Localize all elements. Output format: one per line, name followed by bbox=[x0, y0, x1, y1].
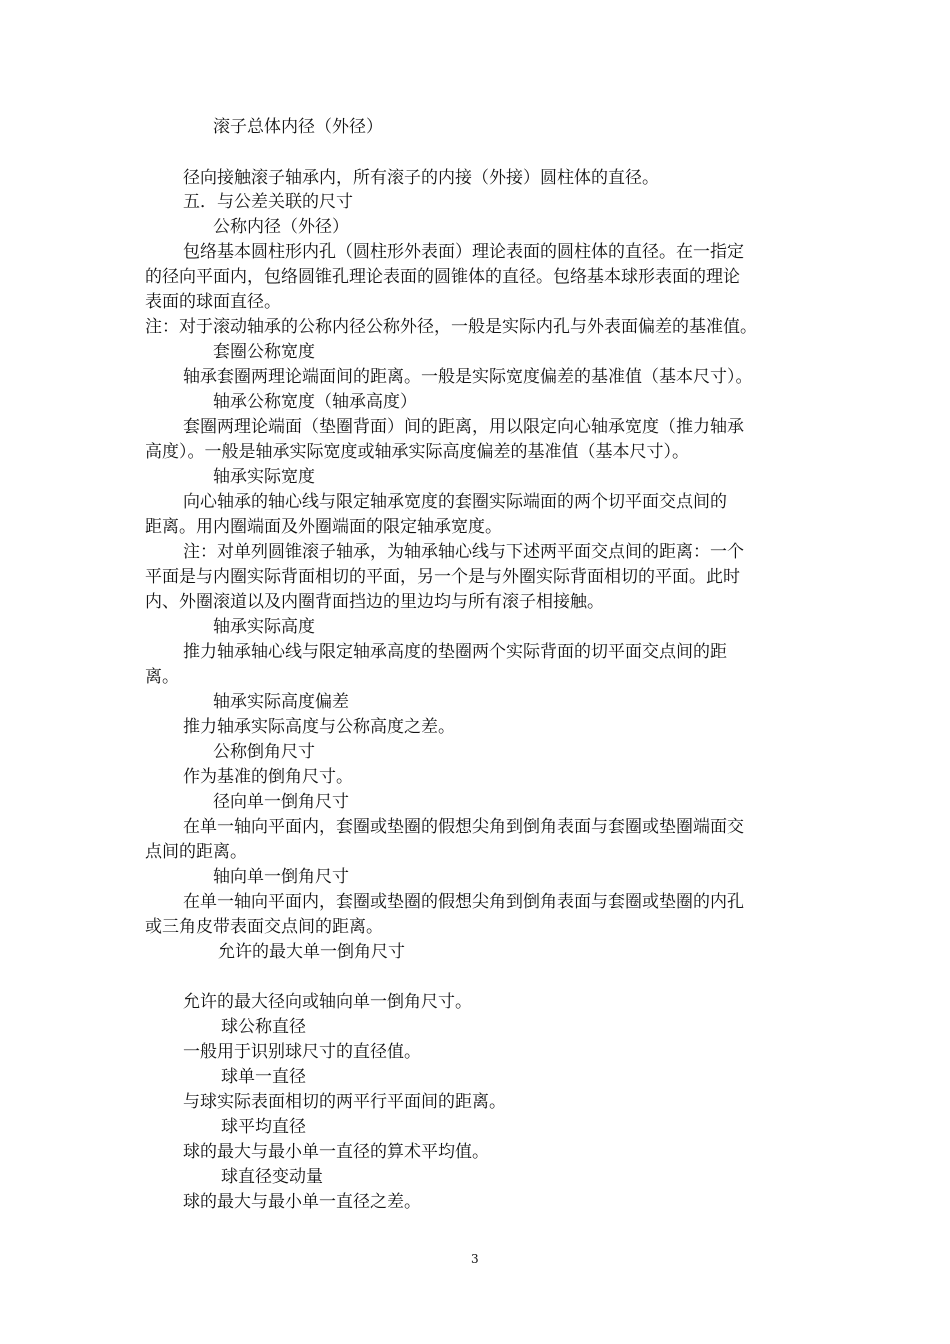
paragraph-line: 高度）。一般是轴承实际宽度或轴承实际高度偏差的基准值（基本尺寸）。 bbox=[145, 442, 689, 462]
paragraph-line: 球的最大与最小单一直径之差。 bbox=[183, 1192, 421, 1212]
term-heading: 轴承公称宽度（轴承高度） bbox=[213, 392, 417, 412]
paragraph-line: 离。 bbox=[145, 667, 179, 687]
term-heading: 公称内径（外径） bbox=[213, 217, 349, 237]
section-heading: 五．与公差关联的尺寸 bbox=[183, 192, 353, 212]
paragraph-line: 推力轴承轴心线与限定轴承高度的垫圈两个实际背面的切平面交点间的距 bbox=[183, 642, 727, 662]
paragraph-line: 径向接触滚子轴承内，所有滚子的内接（外接）圆柱体的直径。 bbox=[183, 168, 659, 188]
page-number: 3 bbox=[471, 1252, 479, 1266]
term-heading: 套圈公称宽度 bbox=[213, 342, 315, 362]
term-heading: 轴承实际高度 bbox=[213, 617, 315, 637]
term-heading: 公称倒角尺寸 bbox=[213, 742, 315, 762]
paragraph-line: 允许的最大径向或轴向单一倒角尺寸。 bbox=[183, 992, 472, 1012]
paragraph-line: 推力轴承实际高度与公称高度之差。 bbox=[183, 717, 455, 737]
heading-roller-bore-diameter: 滚子总体内径（外径） bbox=[213, 117, 383, 137]
paragraph-line: 或三角皮带表面交点间的距离。 bbox=[145, 917, 383, 937]
paragraph-line: 作为基准的倒角尺寸。 bbox=[183, 767, 353, 787]
note-line: 注：对于滚动轴承的公称内径公称外径，一般是实际内孔与外表面偏差的基准值。 bbox=[145, 317, 757, 337]
paragraph-line: 一般用于识别球尺寸的直径值。 bbox=[183, 1042, 421, 1062]
term-heading: 球直径变动量 bbox=[221, 1167, 323, 1187]
term-heading: 球平均直径 bbox=[221, 1117, 306, 1137]
note-line: 内、外圈滚道以及内圈背面挡边的里边均与所有滚子相接触。 bbox=[145, 592, 604, 612]
paragraph-line: 与球实际表面相切的两平行平面间的距离。 bbox=[183, 1092, 506, 1112]
term-heading: 球公称直径 bbox=[221, 1017, 306, 1037]
note-line: 注：对单列圆锥滚子轴承，为轴承轴心线与下述两平面交点间的距离：一个 bbox=[183, 542, 744, 562]
paragraph-line: 轴承套圈两理论端面间的距离。一般是实际宽度偏差的基准值（基本尺寸）。 bbox=[183, 367, 753, 387]
paragraph-line: 点间的距离。 bbox=[145, 842, 247, 862]
paragraph-line: 套圈两理论端面（垫圈背面）间的距离，用以限定向心轴承宽度（推力轴承 bbox=[183, 417, 744, 437]
term-heading: 轴承实际宽度 bbox=[213, 467, 315, 487]
paragraph-line: 包络基本圆柱形内孔（圆柱形外表面）理论表面的圆柱体的直径。在一指定 bbox=[183, 242, 744, 262]
paragraph-line: 距离。用内圈端面及外圈端面的限定轴承宽度。 bbox=[145, 517, 502, 537]
note-line: 平面是与内圈实际背面相切的平面，另一个是与外圈实际背面相切的平面。此时 bbox=[145, 567, 740, 587]
paragraph-line: 在单一轴向平面内，套圈或垫圈的假想尖角到倒角表面与套圈或垫圈端面交 bbox=[183, 817, 744, 837]
term-heading: 径向单一倒角尺寸 bbox=[213, 792, 349, 812]
paragraph-line: 的径向平面内，包络圆锥孔理论表面的圆锥体的直径。包络基本球形表面的理论 bbox=[145, 267, 740, 287]
term-heading: 轴向单一倒角尺寸 bbox=[213, 867, 349, 887]
paragraph-line: 向心轴承的轴心线与限定轴承宽度的套圈实际端面的两个切平面交点间的 bbox=[183, 492, 727, 512]
paragraph-line: 表面的球面直径。 bbox=[145, 292, 281, 312]
paragraph-line: 在单一轴向平面内，套圈或垫圈的假想尖角到倒角表面与套圈或垫圈的内孔 bbox=[183, 892, 744, 912]
term-heading: 球单一直径 bbox=[221, 1067, 306, 1087]
paragraph-line: 球的最大与最小单一直径的算术平均值。 bbox=[183, 1142, 489, 1162]
term-heading: 允许的最大单一倒角尺寸 bbox=[218, 942, 405, 962]
term-heading: 轴承实际高度偏差 bbox=[213, 692, 349, 712]
